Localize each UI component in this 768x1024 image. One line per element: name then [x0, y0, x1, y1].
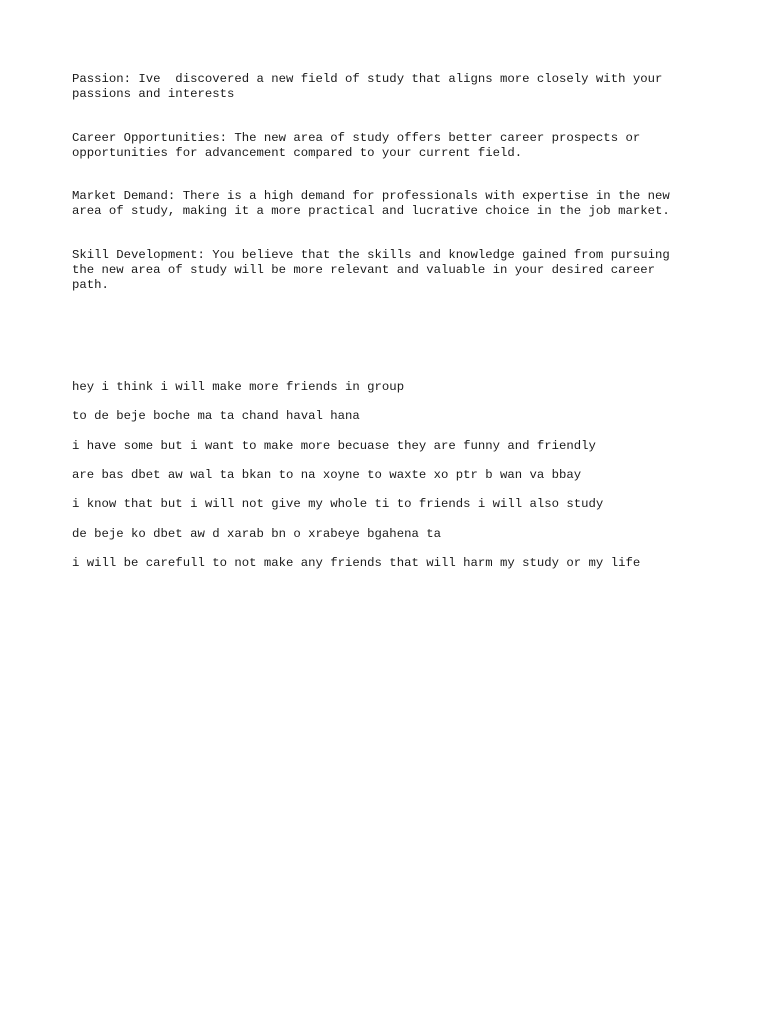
text-line: hey i think i will make more friends in group [72, 380, 405, 394]
paragraph-skill-development: Skill Development: You believe that the skills and knowledge gained from pursuing the new area of study will be more relevant and valuable in your desired career path. [72, 248, 670, 292]
text-line: are bas dbet aw wal ta bkan to na xoyne to waxte xo ptr b wan va bbay [72, 468, 582, 482]
paragraph-passion: Passion: Ive discovered a new field of study that aligns more closely with your passions and interests [72, 72, 663, 101]
paragraph-market-demand: Market Demand: There is a high demand for professionals with expertise in the new area of study, making it a more practical and lucrative choice in the job market. [72, 189, 670, 218]
text-line: de beje ko dbet aw d xarab bn o xrabeye bgahena ta [72, 527, 441, 541]
text-line: i know that but i will not give my whole ti to friends i will also study [72, 497, 604, 511]
text-line: to de beje boche ma ta chand haval hana [72, 409, 360, 423]
paragraph-career-opportunities: Career Opportunities: The new area of study offers better career prospects or opportunities for advancement compared to your current field. [72, 131, 641, 160]
text-line: i will be carefull to not make any friends that will harm my study or my life [72, 556, 641, 570]
text-line: i have some but i want to make more becuase they are funny and friendly [72, 439, 596, 453]
